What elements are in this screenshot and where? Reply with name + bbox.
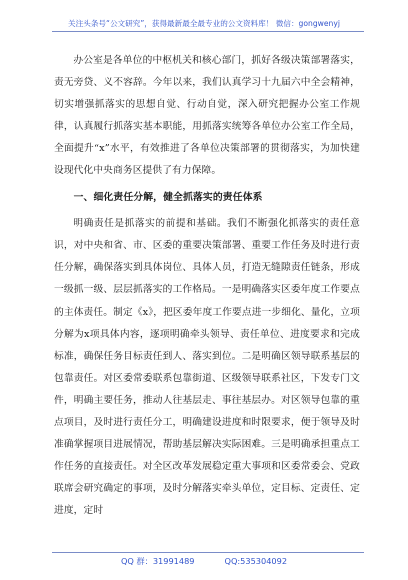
footer-divider — [52, 552, 364, 553]
section-heading: 一、细化责任分解，健全抓落实的责任体系 — [73, 191, 263, 203]
body-paragraph: 明确责任是抓落实的前提和基础。我们不断强化抓落实的责任意识，对中央和省、市、区委的重要决策部署、重要工作任务及时进行责任分解，确保落实到具体岗位、具体人员，打造无缝隙责任链条，形成一级抓一级、层层抓落实的工作格局。一是明确落实区委年度工作要点的主体责任。制定《x》，把区委年度工作要点进一步细化、量化，立项分解为x项具体内容，逐项明确牵头领导、责任单位、进度要求和完成标准，确保任务目标责任到人、落实到位。二是明确区领导联系基层的包靠责任。对区委常委联系包靠街道、区级领导联系社区，下发专门文件，明确主要任务，推动人往基层走、事往基层办。对区领导包靠的重点项目，及时进行责任分工，明确建设进度和时限要求，便于领导及时准确掌握项目进展情况，帮助基层解决实际困难。三是明确承担重点工作任务的直接责任。对全区改革发展稳定重大事项和区委常委会、党政联席会研究确定的事项，及时分解落实牵头单位，定目标、定责任、定进度，定时 — [54, 218, 360, 517]
header-banner: 关注头条号“公文研究”，获得最新最全最专业的公文资料库！ 微信：gongwenyj — [68, 19, 340, 28]
header-divider — [52, 31, 364, 32]
document-body — [54, 50, 360, 522]
intro-paragraph: 办公室是各单位的中枢机关和核心部门，抓好各级决策部署落实，责无旁贷、义不容辞。今年以来，我们认真学习十九届六中全会精神，切实增强抓落实的思想自觉、行动自觉，深入研究把握办公室工作规律，认真履行抓落实基本职能，用抓落实统筹各单位办公室工作全局，全面提升“x”水平，有效推进了各单位决策部署的贯彻落实，为加快建设现代化中央商务区提供了有力保障。 — [54, 55, 360, 177]
footer-qq: QQ:535304092 — [224, 556, 288, 566]
footer-contact — [0, 556, 408, 567]
footer-qq-group: QQ 群：31991489 — [120, 556, 195, 566]
